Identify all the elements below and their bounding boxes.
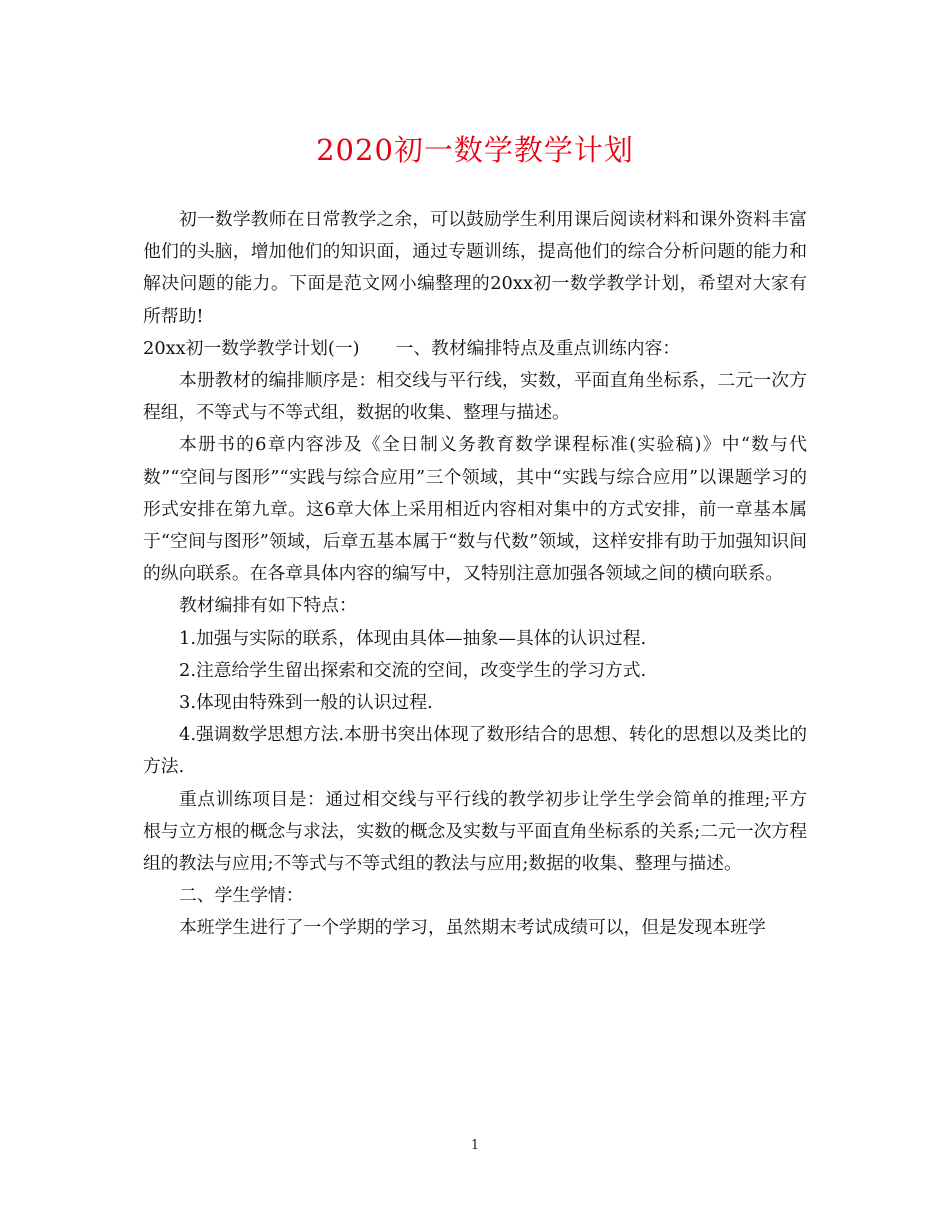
plan-heading-line: [143, 333, 807, 365]
intro-paragraph: 初一数学教师在日常教学之余，可以鼓励学生利用课后阅读材料和课外资料丰富他们的头脑，增加他们的知识面，通过专题训练，提高他们的综合分析问题的能力和解决问题的能力。下面是范文网小编整理的20xx初一数学教学计划，希望对大家有所帮助!: [143, 209, 807, 327]
feature-item-2: 2.注意给学生留出探索和交流的空间，改变学生的学习方式.: [179, 659, 647, 681]
key-training-paragraph: 重点训练项目是：通过相交线与平行线的教学初步让学生学会简单的推理;平方根与立方根的概念与求法，实数的概念及实数与平面直角坐标系的关系;二元一次方程组的教法与应用;不等式与不等式组的教法与应用;数据的收集、整理与描述。: [143, 788, 807, 875]
textbook-content-paragraph: 本册书的6章内容涉及《全日制义务教育数学课程标准(实验稿)》中“数与代数”“空间与图形”“实践与综合应用”三个领域，其中“实践与综合应用”以课题学习的形式安排在第九章。这6章大体上采用相近内容相对集中的方式安排，前一章基本属于“空间与图形”领域，后章五基本属于“数与代数”领域，这样安排有助于加强知识间的纵向联系。在各章具体内容的编写中，又特别注意加强各领域之间的横向联系。: [143, 434, 807, 585]
feature-item-4: 4.强调数学思想方法.本册书突出体现了数形结合的思想、转化的思想以及类比的方法.: [143, 724, 807, 778]
student-situation-paragraph: 本班学生进行了一个学期的学习，虽然期末考试成绩可以，但是发现本班学: [179, 917, 766, 939]
textbook-order-paragraph: 本册教材的编排顺序是：相交线与平行线，实数，平面直角坐标系，二元一次方程组，不等式与不等式组，数据的收集、整理与描述。: [143, 370, 807, 424]
document-title: 2020初一数学教学计划: [316, 133, 634, 167]
features-intro: 教材编排有如下特点：: [179, 595, 357, 617]
page-number: 1: [470, 1138, 480, 1153]
feature-item-3: 3.体现由特殊到一般的认识过程.: [179, 692, 433, 714]
feature-item-1: 1.加强与实际的联系，体现由具体—抽象—具体的认识过程.: [179, 627, 647, 649]
plan-subtitle: 20xx初一数学教学计划(一): [143, 337, 360, 359]
section-heading-1: 一、教材编排特点及重点训练内容：: [395, 337, 681, 359]
section-heading-2: 二、学生学情：: [179, 885, 304, 907]
document-body: [143, 204, 807, 945]
